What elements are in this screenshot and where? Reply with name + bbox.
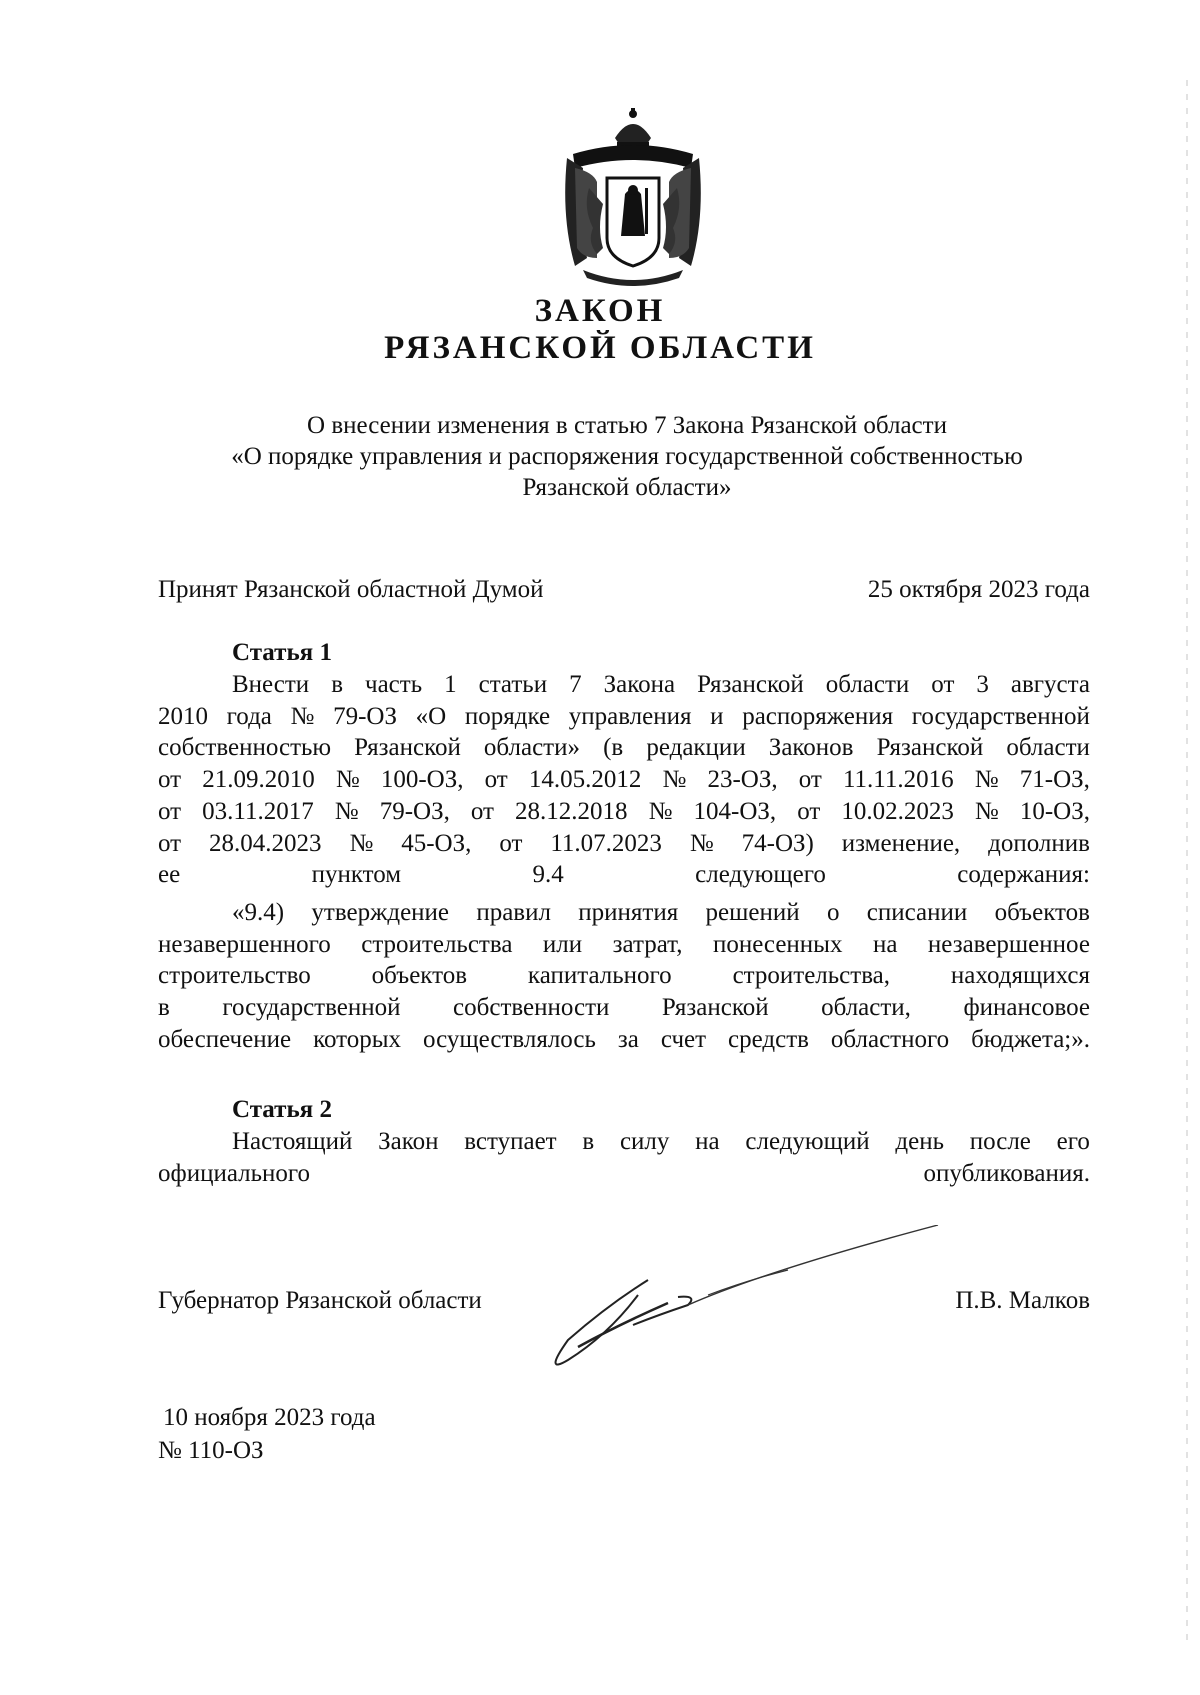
adopted-by: Принят Рязанской областной Думой bbox=[158, 576, 544, 603]
text-line: строительство объектов капитального строительства, находящихся bbox=[158, 962, 1090, 990]
signatory-position: Губернатор Рязанской области bbox=[158, 1287, 482, 1314]
subject-line: О внесении изменения в статью 7 Закона Рязанской области bbox=[307, 412, 947, 439]
article-2-heading: Статья 2 bbox=[232, 1096, 332, 1123]
text-line: Настоящий Закон вступает в силу на следующий день после его bbox=[232, 1128, 1090, 1155]
handwritten-signature-icon bbox=[548, 1225, 948, 1410]
document-title-line2: РЯЗАНСКОЙ ОБЛАСТИ bbox=[384, 330, 816, 366]
subject-line: Рязанской области» bbox=[522, 474, 732, 501]
text-line: от 28.04.2023 № 45-ОЗ, от 11.07.2023 № 74-ОЗ) изменение, дополнив bbox=[158, 829, 1090, 857]
article-1-heading: Статья 1 bbox=[232, 639, 332, 666]
adoption-date: 25 октября 2023 года bbox=[867, 576, 1090, 603]
signatory-name: П.В. Малков bbox=[955, 1287, 1090, 1314]
text-line: официального опубликования. bbox=[158, 1159, 1090, 1187]
subject-line: «О порядке управления и распоряжения государственной собственностью bbox=[231, 443, 1023, 470]
article-1-paragraph-1 bbox=[158, 669, 1090, 891]
signing-date: 10 ноября 2023 года bbox=[163, 1404, 376, 1431]
text-line: «9.4) утверждение правил принятия решений о списании объектов bbox=[232, 899, 1090, 926]
text-line: в государственной собственности Рязанской области, финансовое bbox=[158, 994, 1090, 1022]
law-number: № 110-ОЗ bbox=[158, 1437, 264, 1464]
text-line: собственностью Рязанской области» (в редакции Законов Рязанской области bbox=[158, 734, 1090, 762]
text-line: ее пунктом 9.4 следующего содержания: bbox=[158, 861, 1090, 889]
law-subject bbox=[0, 410, 1200, 503]
text-line: 2010 года № 79-ОЗ «О порядке управления и распоряжения государственной bbox=[158, 702, 1090, 730]
coat-of-arms-emblem-icon bbox=[553, 108, 713, 290]
text-line: обеспечение которых осуществлялось за счет средств областного бюджета;». bbox=[158, 1025, 1090, 1053]
text-line: от 21.09.2010 № 100-ОЗ, от 14.05.2012 № 23-ОЗ, от 11.11.2016 № 71-ОЗ, bbox=[158, 766, 1090, 794]
text-line: Внести в часть 1 статьи 7 Закона Рязанской области от 3 августа bbox=[232, 671, 1090, 698]
text-line: незавершенного строительства или затрат, понесенных на незавершенное bbox=[158, 930, 1090, 958]
text-line: от 03.11.2017 № 79-ОЗ, от 28.12.2018 № 104-ОЗ, от 10.02.2023 № 10-ОЗ, bbox=[158, 797, 1090, 825]
document-title-line1: ЗАКОН bbox=[534, 293, 666, 329]
article-2-paragraph bbox=[158, 1126, 1090, 1189]
scan-edge-artifact bbox=[1186, 80, 1188, 1640]
article-1-paragraph-2 bbox=[158, 897, 1090, 1056]
